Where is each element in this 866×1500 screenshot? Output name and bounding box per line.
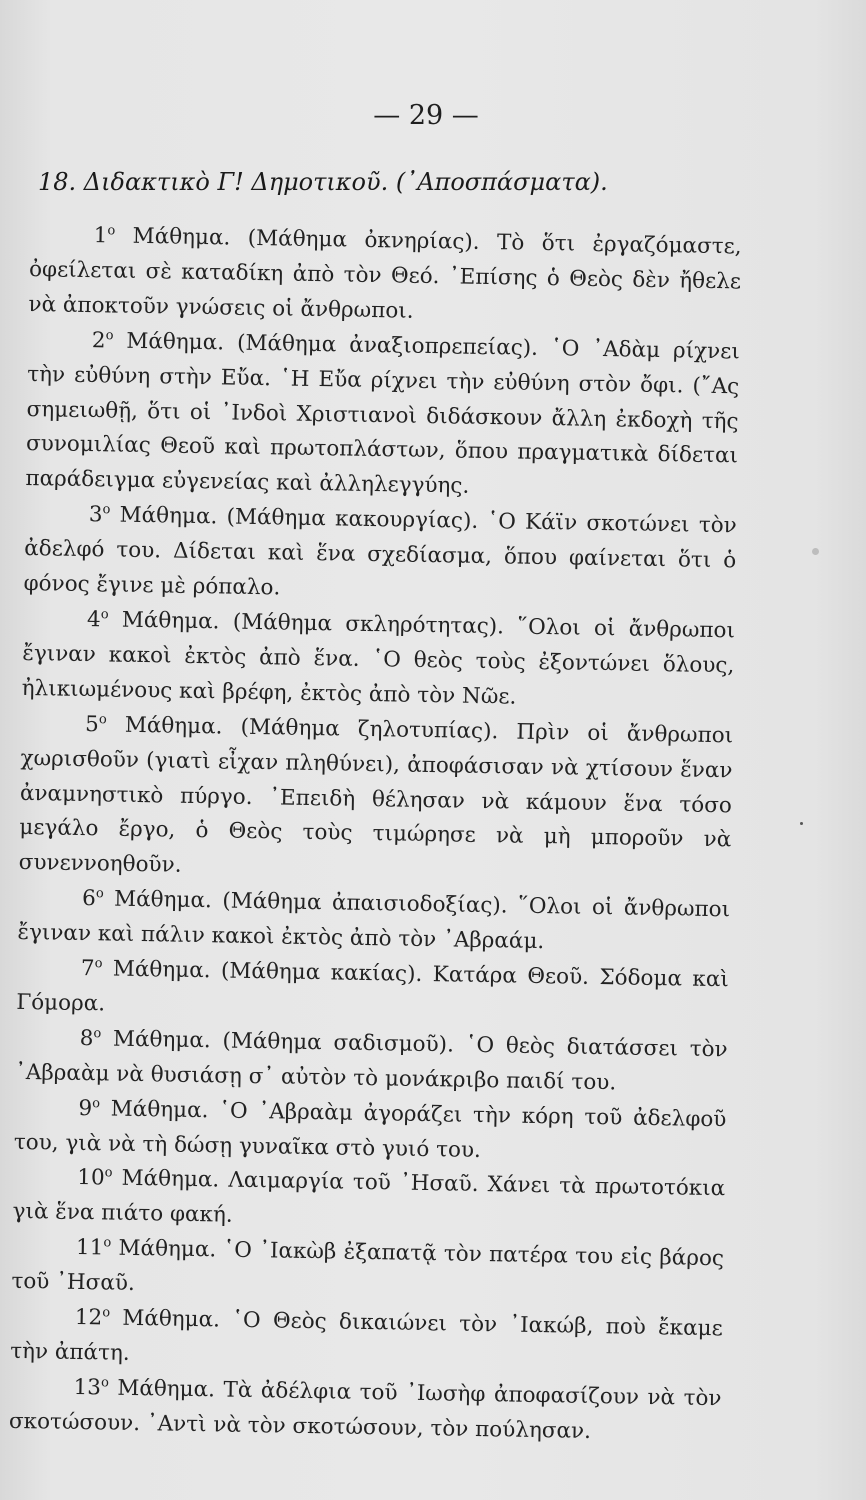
lesson-text: Μάθημα. Τὰ ἀδέλφια τοῦ ᾽Ιωσὴφ ἀποφασίζουν νὰ τὸν σκοτώσουν. ᾽Αντὶ νὰ τὸν σκοτώσουν, τὸν πούλησαν. — [8, 1375, 722, 1444]
lesson-number: $11^o$ — [75, 1235, 112, 1261]
lesson-item — [14, 1091, 727, 1173]
lesson-text: Μάθημα. (Μάθημα ὀκνηρίας). Τὸ ὅτι ἐργαζόμαστε, ὀφείλεται σὲ καταδίκη ἀπὸ τὸν Θεό. ᾽Επίσης ὁ Θεὸς δὲν ἤθελε νὰ ἀποκτοῦν γνώσεις οἱ ἄνθρωποι. — [28, 223, 742, 324]
lesson-item — [10, 1300, 723, 1382]
lesson-item — [23, 497, 737, 614]
lesson-item — [9, 1370, 722, 1452]
page-number: — 29 — — [373, 100, 479, 131]
lesson-text: Μάθημα. Λαιμαργία τοῦ ᾽Ησαῦ. Χάνει τὰ πρωτοτόκια γιὰ ἕνα πιάτο φακή. — [12, 1166, 726, 1229]
lesson-text: Μάθημα. (Μάθημα ἀπαισιοδοξίας). ῞Ολοι οἱ ἄνθρωποι ἔγιναν καὶ πάλιν κακοὶ ἐκτὸς ἀπὸ τὸν ᾽Αβραάμ. — [17, 886, 731, 955]
lesson-number: $1^o$ — [93, 223, 116, 249]
lesson-item — [18, 707, 733, 894]
lesson-number: $7^o$ — [80, 956, 103, 982]
lesson-item — [28, 218, 742, 335]
lesson-item — [12, 1160, 725, 1242]
lesson-number: $5^o$ — [84, 711, 107, 737]
lesson-text: Μάθημα. (Μάθημα σκληρότητας). ῞Ολοι οἱ ἄνθρωποι ἔγιναν κακοὶ ἐκτὸς ἀπὸ ἕνα. ῾Ο θεὸς τοὺς ἐξοντώνει ὅλους, ἠλικιωμένους καὶ βρέφη, ἐκτὸς ἀπὸ τὸν Νῶε. — [21, 607, 736, 710]
lesson-text: Μάθημα. ῾Ο ᾽Ιακὼβ ἐξαπατᾷ τὸν πατέρα του εἰς βάρος τοῦ ᾽Ησαῦ. — [11, 1235, 725, 1297]
lesson-text: Μάθημα. ῾Ο Θεὸς δικαιώνει τὸν ᾽Ιακώβ, ποὺ ἔκαμε τὴν ἀπάτη. — [9, 1305, 723, 1366]
paper-spot — [800, 822, 803, 825]
lesson-number: $8^o$ — [79, 1025, 102, 1052]
lesson-text: Μάθημα. (Μάθημα ζηλοτυπίας). Πρὶν οἱ ἄνθρωποι χωρισθοῦν (γιατὶ εἶχαν πληθύνει), ἀποφάσισαν νὰ χτίσουν ἕναν ἀναμνηστικὸ πύργο. ᾽Επειδὴ θέλησαν νὰ κάμουν ἕνα τόσο μεγάλο ἔργο, ὁ Θεὸς τοὺς τιμώρησε νὰ μὴ μποροῦν νὰ συνεννοηθοῦν. — [18, 712, 734, 879]
lesson-item — [15, 1021, 728, 1103]
lesson-number: $3^o$ — [88, 502, 111, 528]
lesson-list — [9, 218, 742, 1452]
lesson-item — [17, 881, 730, 963]
lesson-text: Μάθημα. (Μάθημα ἀναξιοπρεπείας). ῾Ο ᾽Αδὰμ ρίχνει τὴν εὐθύνη στὴν Εὔα. ῾Η Εὔα ρίχνει τὴν εὐθύνη στὸν ὄφι. (῎Ας σημειωθῇ, ὅτι οἱ ᾽Ινδοὶ Χριστιανοὶ διδάσκουν ἄλλη ἐκδοχὴ τῆς συνομιλίας Θεοῦ καὶ πρωτοπλάστων, ὅπου πραγματικὰ δίδεται παράδειγμα εὐγενείας καὶ ἀλληλεγγύης. — [25, 328, 740, 500]
lesson-text: Μάθημα. (Μάθημα κακίας). Κατάρα Θεοῦ. Σόδομα καὶ Γόμορα. — [16, 956, 730, 1017]
lesson-item — [25, 323, 740, 510]
lesson-text: Μάθημα. ῾Ο ᾽Αβραὰμ ἀγοράζει τὴν κόρη τοῦ ἀδελφοῦ του, γιὰ νὰ τὴ δώσῃ γυναῖκα στὸ γυιό του. — [13, 1096, 727, 1163]
section-heading: 18. Διδακτικὸ Γ! Δημοτικοῦ. (᾽Αποσπάσματα). — [38, 168, 608, 196]
lesson-number: $9^o$ — [78, 1095, 101, 1121]
lesson-number: $6^o$ — [81, 886, 104, 912]
lesson-item — [11, 1230, 724, 1312]
lesson-number: $13^o$ — [73, 1374, 110, 1401]
lesson-number: $2^o$ — [91, 327, 114, 354]
lesson-number: $12^o$ — [74, 1305, 111, 1331]
lesson-text: Μάθημα. (Μάθημα σαδισμοῦ). ῾Ο θεὸς διατάσσει τὸν ᾽Αβραὰμ νὰ θυσιάσῃ σ᾽ αὐτὸν τὸ μονάκριβο παιδί του. — [14, 1026, 728, 1096]
lesson-number: $10^o$ — [77, 1165, 113, 1191]
lesson-number: $4^o$ — [86, 607, 109, 633]
paper-spot — [812, 548, 819, 555]
lesson-item — [16, 951, 729, 1033]
lesson-text: Μάθημα. (Μάθημα κακουργίας). ῾Ο Κάϊν σκοτώνει τὸν ἀδελφό του. Δίδεται καὶ ἕνα σχεδίασμα, ὅπου φαίνεται ὅτι ὁ φόνος ἔγινε μὲ ρόπαλο. — [23, 502, 737, 601]
lesson-item — [21, 602, 735, 719]
